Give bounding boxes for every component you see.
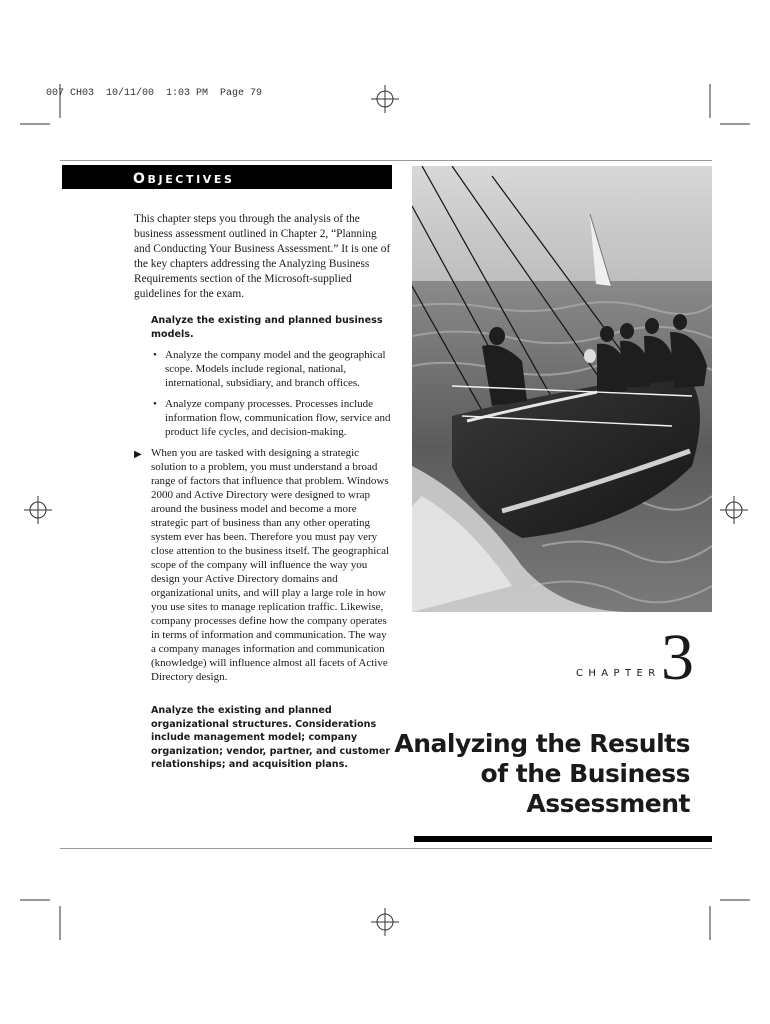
chapter-title [390,729,690,819]
objective-business-models: Analyze the existing and planned business models. [151,315,383,340]
bottom-rule [60,848,712,849]
objective-organizational-structures: Analyze the existing and planned organizational structures. Considerations include management model; company organization; vendor, partner, and customer relationships; and acquisition plans. [151,705,391,770]
chapter-title-line-1: Analyzing the Results [394,729,690,758]
chapter-title-rule [414,836,712,842]
bullet-company-model: • Analyze the company model and the geographical scope. Models include regional, national, international, subsidiary, and branch offices. [151,348,391,390]
bullet-company-processes: • Analyze company processes. Processes include information flow, communication flow, service and product life cycles, and decision-making. [151,397,391,439]
objectives-heading: OBJECTIVES [133,171,235,187]
objective-bullets [151,348,391,446]
top-rule [60,160,712,161]
objectives-heading-bar [62,165,392,189]
chapter-title-line-3: Assessment [526,789,690,818]
chapter-label: CHAPTER [576,668,661,679]
sailboat-photo [412,166,712,612]
right-triangle-icon: ▶ [134,449,142,460]
chapter-number: 3 [661,621,694,694]
objectives-intro: This chapter steps you through the analysis of the business assessment outlined in Chapter 2, “Planning and Conducting Your Business Assessment.” It is one of the key chapters addressing the Analyzing Business Requirements section of the Microsoft-supplied guidelines for the exam. [134,213,391,300]
objective-note: When you are tasked with designing a strategic solution to a problem, you must understand a broad range of factors that influence that problem. Windows 2000 and Active Directory were designed to wrap around the business model and become a more strategic part of business than any other operating system ever has been. Therefore you must pay very close attention to the business itself. The geographical scope of the company will influence the way you design your Active Directory domains and organizational units, and will play a large role in how you use sites to manage replication traffic. Likewise, company processes define how the company operates in terms of information and communication. The way a company manages information and communication (knowledge) will influence almost all facets of Active Directory design. [151,447,390,683]
print-slug: 007 CH03 10/11/00 1:03 PM Page 79 [46,88,263,99]
chapter-title-line-2: of the Business [480,759,690,788]
